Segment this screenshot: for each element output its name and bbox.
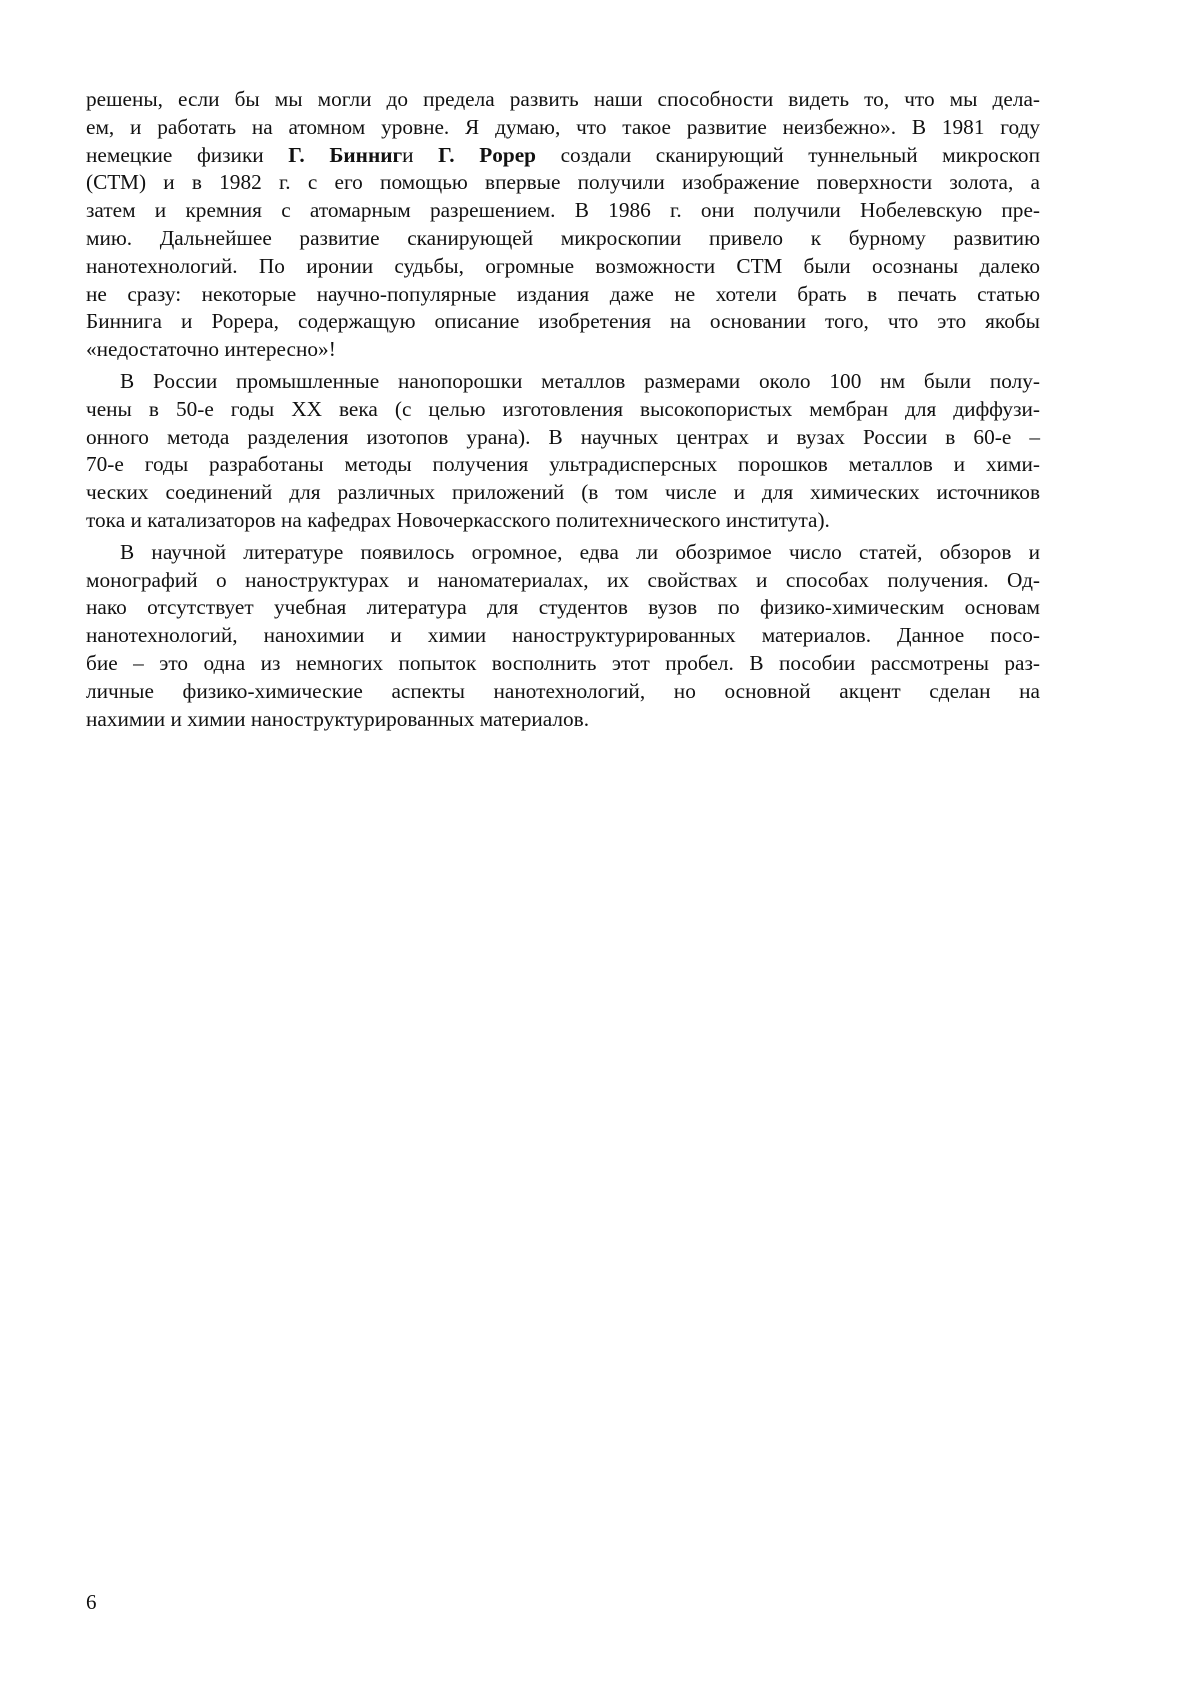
paragraph-1 — [86, 86, 1040, 364]
text-line — [86, 368, 1040, 396]
text-run: затем и кремния с атомарным разрешением. В 1986 г. они получили Нобелевскую пре- — [86, 198, 1040, 223]
text-line — [86, 308, 1040, 336]
text-line — [86, 451, 1040, 479]
text-run: (СТМ) и в 1982 г. с его помощью впервые получили изображение поверхности золота, а — [86, 170, 1040, 195]
text-run: нанотехнологий. По иронии судьбы, огромные возможности СТМ были осознаны далеко — [86, 253, 1040, 278]
paragraph-3 — [86, 539, 1040, 734]
text-run: тока и катализаторов на кафедрах Новочеркасского политехнического института). — [86, 507, 830, 532]
text-line — [86, 197, 1040, 225]
text-run: не сразу: некоторые научно-популярные издания даже не хотели брать в печать статью — [86, 281, 1040, 306]
text-run: ем, и работать на атомном уровне. Я думаю, что такое развитие неизбежно». В 1981 году — [86, 114, 1040, 139]
text-line — [86, 253, 1040, 281]
text-line — [86, 507, 1040, 535]
text-run: решены, если бы мы могли до предела развить наши способности видеть то, что мы дела- — [86, 87, 1040, 111]
text-run: немецкие физики — [86, 142, 289, 167]
text-run: нако отсутствует учебная литература для студентов вузов по физико-химическим основам — [86, 595, 1040, 620]
author-name: Г. Popep — [438, 142, 537, 167]
text-line — [86, 281, 1040, 309]
text-run: ческих соединений для различных приложений (в том числе и для химических источников — [86, 480, 1040, 505]
text-line — [86, 706, 1040, 734]
text-run: монографий о наноструктурах и наноматериалах, их свойствах и способах получения. Од- — [86, 567, 1040, 592]
text-run: личные физико-химические аспекты нанотехнологий, но основной акцент сделан на — [86, 678, 1040, 703]
text-run: создали сканирующий туннельный микроскоп — [536, 142, 1040, 167]
text-run: мию. Дальнейшее развитие сканирующей микроскопии привело к бурному развитию — [86, 225, 1040, 250]
text-line — [86, 396, 1040, 424]
text-run: и — [402, 142, 439, 167]
text-line — [86, 650, 1040, 678]
text-line — [86, 225, 1040, 253]
text-line — [86, 424, 1040, 452]
body-text — [86, 86, 1040, 733]
text-line — [86, 479, 1040, 507]
author-name: Г. Бинниг — [288, 142, 403, 167]
text-line — [86, 169, 1040, 197]
text-line — [86, 678, 1040, 706]
text-line — [86, 142, 1040, 170]
text-line — [86, 567, 1040, 595]
page-number: 6 — [86, 1590, 97, 1614]
text-line — [86, 594, 1040, 622]
text-run: бие – это одна из немногих попыток восполнить этот пробел. В пособии рассмотрены раз- — [86, 650, 1040, 675]
text-run: В научной литературе появилось огромное, едва ли обозримое число статей, обзоров и — [120, 539, 1040, 564]
text-line — [86, 539, 1040, 567]
text-run: «недостаточно интересно»! — [86, 337, 336, 362]
text-line — [86, 336, 1040, 364]
text-run: чены в 50-е годы XX века (с целью изготовления высокопористых мембран для диффузи- — [86, 396, 1040, 421]
text-run: Биннига и Рорера, содержащую описание изобретения на основании того, что это якобы — [86, 309, 1040, 334]
text-run: В России промышленные нанопорошки металлов размерами около 100 нм были полу- — [120, 368, 1040, 393]
text-line — [86, 86, 1040, 114]
paragraph-2 — [86, 368, 1040, 535]
text-line — [86, 114, 1040, 142]
text-run: нанотехнологий, нанохимии и химии наноструктурированных материалов. Данное посо- — [86, 623, 1040, 648]
text-run: онного метода разделения изотопов урана). В научных центрах и вузах России в 60-е – — [86, 424, 1040, 449]
text-run: 70-е годы разработаны методы получения ультрадисперсных порошков металлов и хими- — [86, 452, 1040, 477]
text-run: нахимии и химии наноструктурированных материалов. — [86, 706, 590, 731]
text-line — [86, 622, 1040, 650]
